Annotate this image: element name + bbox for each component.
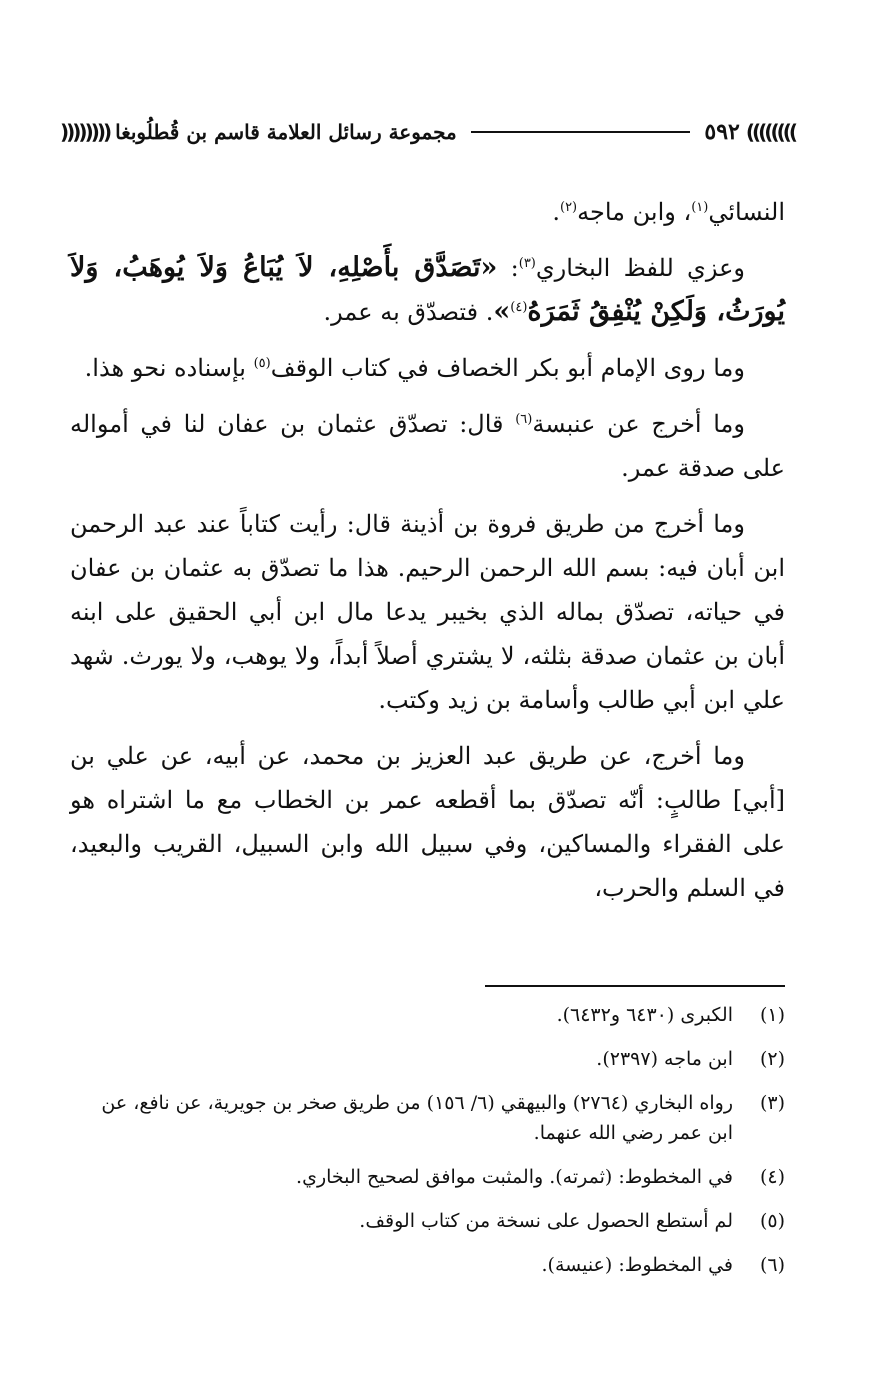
footnote-text: لم أستطع الحصول على نسخة من كتاب الوقف. bbox=[359, 1210, 733, 1232]
footnote-number: (٥) bbox=[759, 1210, 785, 1232]
footnote-text: رواه البخاري (٢٧٦٤) والبيهقي (٦/ ١٥٦) من طريق صخر بن جويرية، عن نافع، عن ابن عمر رضي الله عنهما. bbox=[101, 1092, 733, 1144]
footnote-number: (٣) bbox=[759, 1092, 785, 1114]
p1-text: النسائي bbox=[708, 198, 785, 226]
footnote-separator bbox=[485, 985, 785, 987]
p2-intro: وعزي للفظ البخاري bbox=[535, 254, 745, 282]
footnote-ref-6: (٦) bbox=[515, 412, 533, 427]
footnote bbox=[80, 1000, 785, 1030]
footnotes bbox=[80, 1000, 785, 1294]
p3-end: بإسناده نحو هذا. bbox=[84, 354, 254, 382]
footnote-text: الكبرى (٦٤٣٠ و٦٤٣٢). bbox=[556, 1004, 733, 1026]
paragraph-6 bbox=[70, 734, 785, 910]
footnote bbox=[80, 1162, 785, 1192]
running-header bbox=[60, 112, 795, 152]
footnote-number: (١) bbox=[759, 1004, 785, 1026]
footnote bbox=[80, 1250, 785, 1280]
header-rule bbox=[471, 131, 691, 133]
p4-end: قال: تصدّق عثمان بن عفان لنا في أمواله على صدقة عمر. bbox=[70, 410, 785, 482]
footnote-number: (٤) bbox=[759, 1166, 785, 1188]
p4-text: وما أخرج عن عنبسة bbox=[532, 410, 745, 438]
footnote-ref-4: (٤) bbox=[510, 300, 528, 315]
p2-colon: : bbox=[497, 254, 519, 282]
footnote-text: ابن ماجه (٢٣٩٧). bbox=[596, 1048, 733, 1070]
footnote-ref-1: (١) bbox=[691, 200, 709, 215]
footnote-ref-2: (٢) bbox=[559, 200, 578, 215]
p5-text: وما أخرج من طريق فروة بن أذينة قال: رأيت كتاباً عند عبد الرحمن ابن أبان فيه: بسم الله الرحمن الرحيم. هذا ما تصدّق به عثمان بن عفان في حياته، تصدّق بماله الذي بخيبر يدعا مال ابن أبي الحقيق على ابنه أبان بن عثمان صدقة بثلثه، لا يشتري أصلاً أبداً، ولا يوهب، ولا يورث. شهد علي ابن أبي طالب وأسامة بن زيد وكتب. bbox=[70, 510, 785, 714]
header-ornament-right: (((((((( bbox=[745, 120, 795, 144]
footnote-text: في المخطوط: (عنيسة). bbox=[541, 1254, 733, 1276]
paragraph-4 bbox=[70, 402, 785, 490]
p1-end: . bbox=[552, 198, 560, 226]
p1-text2: ، وابن ماجه bbox=[577, 198, 692, 226]
footnote-number: (٢) bbox=[759, 1048, 785, 1070]
footnote-ref-5: (٥) bbox=[253, 356, 271, 371]
paragraph-1 bbox=[70, 190, 785, 234]
footnote bbox=[80, 1206, 785, 1236]
footnote bbox=[80, 1088, 785, 1148]
paragraph-5 bbox=[70, 502, 785, 722]
header-ornament-left: )))))))) bbox=[60, 120, 110, 144]
hadith-quote: «تَصَدَّق بأَصْلِهِ، لاَ يُبَاعُ وَلاَ يُوهَبُ، وَلاَ يُورَثُ، وَلَكِنْ يُنْفِقُ ثَمَرَهُ bbox=[70, 252, 785, 327]
p3-text: وما روى الإمام أبو بكر الخصاف في كتاب الوقف bbox=[270, 354, 745, 382]
paragraph-2 bbox=[70, 246, 785, 334]
main-text bbox=[70, 190, 785, 922]
footnote-text: في المخطوط: (ثمرته). والمثبت موافق لصحيح البخاري. bbox=[296, 1166, 733, 1188]
footnote-number: (٦) bbox=[759, 1254, 785, 1276]
book-title: مجموعة رسائل العلامة قاسم بن قُطلُوبغا bbox=[115, 120, 457, 144]
footnote bbox=[80, 1044, 785, 1074]
hadith-quote-end: » bbox=[493, 296, 511, 327]
paragraph-3 bbox=[70, 346, 785, 390]
footnote-ref-3: (٣) bbox=[518, 256, 536, 271]
page-number: ٥٩٢ bbox=[704, 119, 740, 145]
p6-text: وما أخرج، عن طريق عبد العزيز بن محمد، عن أبيه، عن علي بن [أبي] طالبٍ: أنّه تصدّق بما أقطعه عمر بن الخطاب مع ما اشتراه هو على الفقراء والمساكين، وفي سبيل الله وابن السبيل، القريب والبعيد، في السلم والحرب، bbox=[70, 742, 785, 902]
p2-end: . فتصدّق به عمر. bbox=[323, 298, 494, 326]
